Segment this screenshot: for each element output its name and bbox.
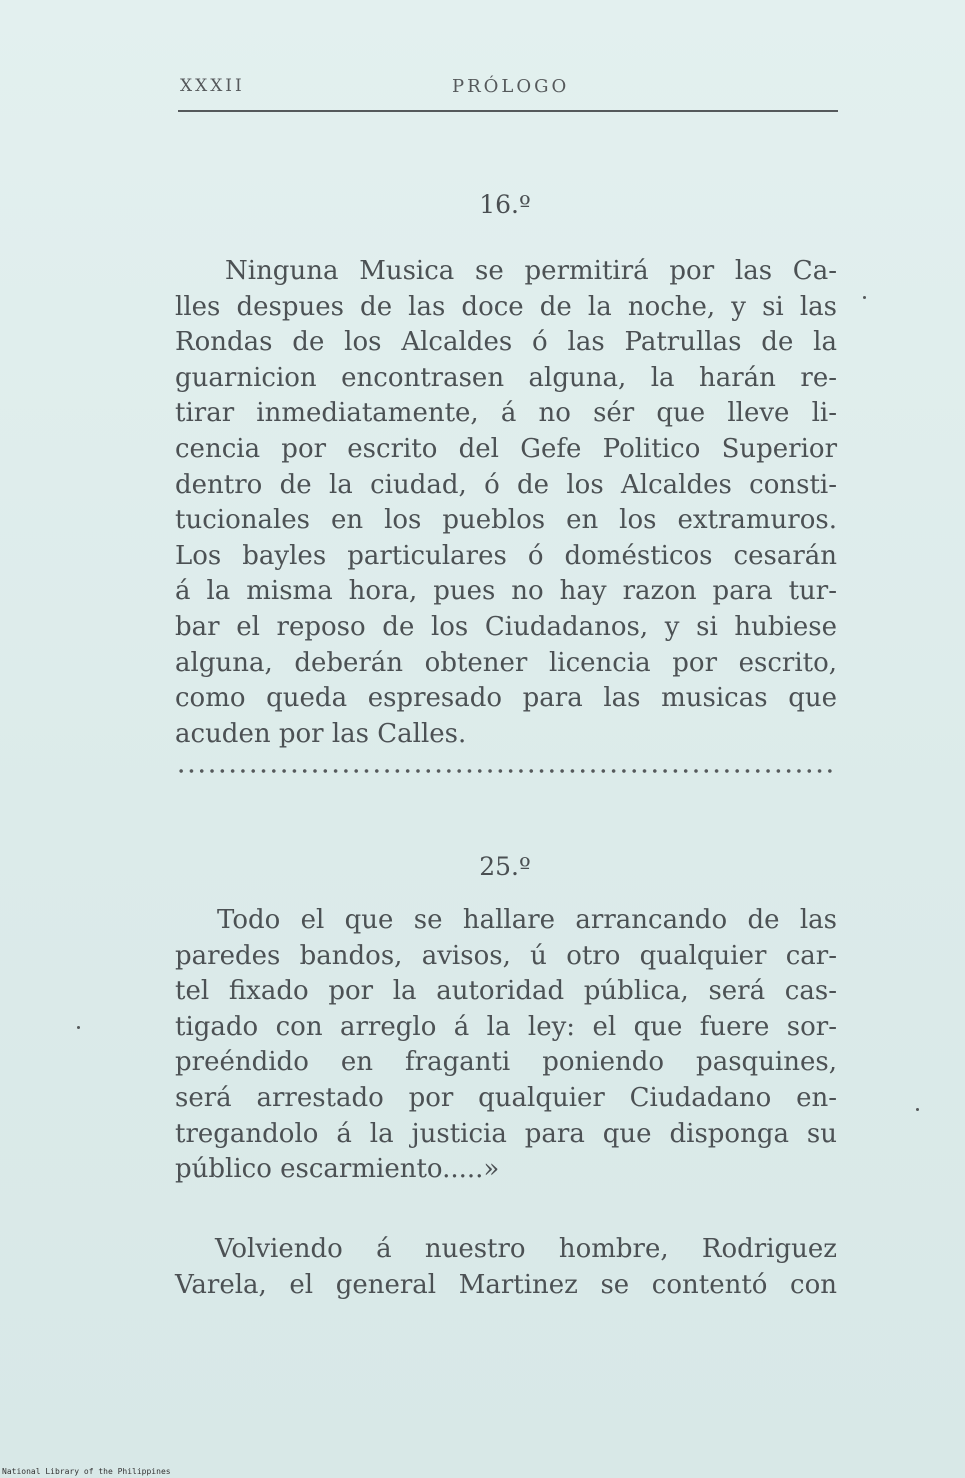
paragraph-line: Volviendo á nuestro hombre, Rodriguez — [215, 1234, 837, 1264]
paragraph-line: cencia por escrito del Gefe Politico Superior — [175, 433, 837, 464]
paragraph-line: guarnicion encontrasen alguna, la harán re- — [175, 362, 837, 393]
paragraph-line: Varela, el general Martinez se contentó con — [175, 1269, 837, 1300]
paragraph-line: tregandolo á la justicia para que disponga su — [175, 1118, 837, 1149]
paragraph-line: será arrestado por qualquier Ciudadano en- — [175, 1082, 837, 1113]
running-title: PRÓLOGO — [452, 76, 570, 97]
paragraph-line: tirar inmediatamente, á no sér que lleve li- — [175, 398, 837, 429]
paragraph-line: tigado con arreglo á la ley: el que fuere sor- — [175, 1011, 837, 1042]
ink-speck — [916, 1108, 919, 1111]
paragraph-line: alguna, deberán obtener licencia por escrito, — [175, 647, 837, 678]
page-number: XXXII — [180, 76, 245, 96]
paragraph-line: Ninguna Musica se permitirá por las Ca- — [225, 256, 837, 286]
paragraph-line: acuden por las Calles. — [175, 718, 467, 749]
running-header — [178, 70, 838, 112]
library-credit: National Library of the Philippines — [2, 1467, 171, 1476]
article-16-heading: 16.º — [479, 190, 531, 219]
paragraph-line: tucionales en los pueblos en los extramuros. — [175, 505, 837, 536]
paragraph-line: bar el reposo de los Ciudadanos, y si hubiese — [175, 611, 837, 642]
article-16-paragraph — [175, 254, 837, 752]
article-25-heading: 25.º — [479, 852, 531, 881]
ink-speck — [77, 1026, 80, 1029]
paragraph-line: Los bayles particulares ó domésticos cesarán — [175, 540, 837, 571]
paragraph-line: Rondas de los Alcaldes ó las Patrullas de la — [175, 327, 837, 358]
article-25-paragraph — [175, 903, 837, 1188]
paragraph-line: como queda espresado para las musicas que — [175, 683, 837, 714]
paragraph-line: preéndido en fraganti poniendo pasquines, — [175, 1047, 837, 1078]
dotted-separator — [176, 765, 836, 777]
paragraph-line: público escarmiento.....» — [175, 1154, 500, 1185]
ink-speck — [863, 296, 866, 299]
closing-paragraph — [175, 1232, 837, 1303]
paragraph-line: paredes bandos, avisos, ú otro qualquier car- — [175, 940, 837, 971]
paragraph-line: á la misma hora, pues no hay razon para tur- — [175, 576, 837, 607]
paragraph-line: lles despues de las doce de la noche, y si las — [175, 291, 837, 322]
paragraph-line: tel fixado por la autoridad pública, será cas- — [175, 976, 837, 1007]
paragraph-line: dentro de la ciudad, ó de los Alcaldes consti- — [175, 469, 837, 500]
paragraph-line: Todo el que se hallare arrancando de las — [217, 905, 837, 935]
